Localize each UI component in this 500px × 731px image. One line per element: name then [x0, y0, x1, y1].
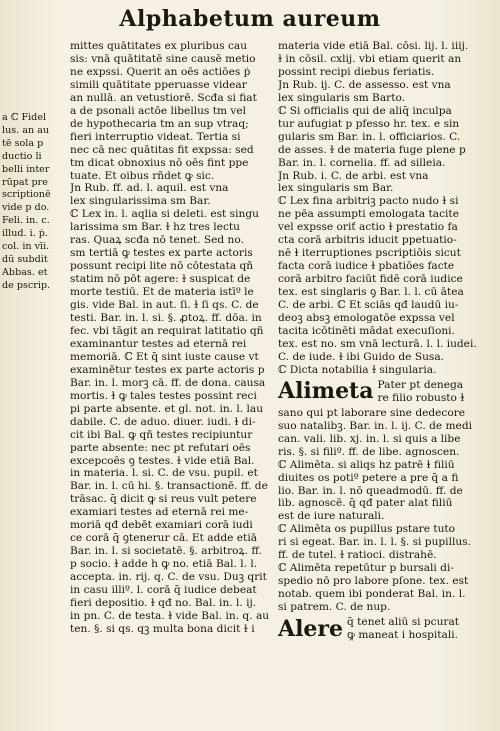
page-header-title: Alphabetum aureum — [119, 6, 381, 32]
text-line: fieri depositio. ɫ qđ no. Bal. in. l. ij. — [70, 596, 257, 609]
margin-note-line: illud. i. ṗ. — [2, 228, 48, 240]
text-line: materia vide etiā Bal. cōsi. lij. l. iiij. — [278, 40, 469, 52]
margin-note-line: col. in vīi. — [2, 241, 50, 253]
text-line: a de psonali actōe libellus tm vel — [70, 104, 247, 117]
margin-note-line: belli inter — [2, 163, 50, 175]
text-line: deoꝫ absꝫ emologatōe expssa vel — [278, 312, 455, 325]
text-line: diuites os potiº petere a pre q̄ a fi — [278, 471, 459, 484]
text-line: sano qui pt laborare sine dedecore — [278, 406, 466, 419]
text-line: gis. vide Bal. in aut. ſi. ɫ ſi qs. C. de — [70, 299, 259, 312]
text-line: ℂ Alimēta os pupillus pstare tuto — [278, 523, 456, 536]
text-line: cta corā arbitris iducit ppetuatio- — [278, 234, 457, 247]
margin-note-line: rūpat pre — [2, 176, 48, 188]
text-line: fec. vbi tāgit an requirat latitatio qñ — [70, 324, 264, 337]
text-line: tex. est singlaris ꝯ Bar. l. l. cū ātea — [278, 286, 464, 299]
text-line: ten. §. si qs. qꝫ multa bona dicit ɫ i — [70, 622, 255, 635]
text-line: examiari testes ad eternā rei me- — [70, 506, 249, 519]
text-line: C. de arbi. ℂ Et sciās qđ laudū iu- — [278, 299, 459, 312]
text-line: can. vali. lib. xj. in. l. si quis a libe — [278, 432, 461, 445]
text-line: Bar. in. l. cornelia. ff. ad silleia. — [278, 156, 446, 169]
right-column-section-a — [278, 40, 480, 377]
text-line: lex singularis sm Bar. — [278, 182, 394, 195]
margin-note-line: dū subdit — [2, 253, 48, 265]
text-line: tur aufugiat p pfesso hr. tex. e sin — [278, 117, 460, 130]
text-line: Jn Rub. ij. C. de assesso. est vna — [278, 78, 451, 91]
text-line: statim nō pōt agere: ɫ suspicat de — [70, 273, 251, 286]
lemma-alere — [278, 614, 480, 644]
margin-note-line: tē sola p — [2, 137, 44, 149]
text-line: tm dicat obnoxius nō oēs fint ppe — [70, 156, 249, 169]
text-line: sis: vnā quātitatē sine causē metio — [70, 52, 256, 65]
text-line: tex. est no. sm vnā lecturā. l. l. iudei. — [278, 337, 477, 350]
text-line: suo natalibꝫ. Bar. in. l. ij. C. de medi — [278, 419, 472, 432]
right-text-column — [278, 40, 480, 644]
text-line: an nullā. an vetustiorē. Scđa si fiat — [70, 91, 257, 104]
text-line: testi. Bar. in. l. si. §. ꝓtoꝝ. ff. dōa. in — [70, 312, 262, 325]
text-line: ℂ Alimēta. si aliqs hz patrē ɫ filiū — [278, 458, 455, 471]
lemma-tail-line: Pater pt denega — [377, 378, 464, 391]
text-line: ris. §. si filiº. ff. de libe. agnoscen. — [278, 445, 460, 458]
text-line: C. de iude. ɫ ibi Guido de Susa. — [278, 350, 445, 363]
text-line: ri si egeat. Bar. in. l. l. §. si pupillus. — [278, 536, 471, 549]
text-line: in casu illiº. l. corā q̄ iudice debeat — [70, 584, 257, 597]
text-line: gularis sm Bar. in. l. officiarios. C. — [278, 130, 461, 143]
marginal-note — [2, 112, 68, 293]
text-line: excepcoēs ꝯ testes. ɫ vide etiā Bal. — [70, 454, 255, 467]
text-line: Jn Rub. i. C. de arbi. est vna — [278, 169, 429, 182]
text-line: ℂ Si officialis qui de aliq̄ inculpa — [278, 104, 452, 117]
text-line: in materia. l. si. C. de vsu. pupil. et — [70, 467, 258, 480]
text-line: examinētur testes ex parte actoris p — [70, 363, 265, 376]
text-line: de hypothecaria tm an sup vtraq; — [70, 117, 249, 130]
margin-note-line: vide p do. — [2, 202, 50, 214]
text-line: memoriā. ℂ Et q̄ sint iuste cause vt — [70, 350, 259, 363]
text-line: fieri interruptio videat. Tertia si — [70, 130, 241, 143]
text-line: parte absente: nec pt refutari oēs — [70, 441, 251, 454]
text-line: morte testiū. Et de materia istīº le — [70, 286, 254, 299]
margin-note-line: lus. an au — [2, 124, 50, 136]
text-line: ras. Quaꝝ scđa nō tenet. Sed no. — [70, 234, 244, 247]
text-line: ℂ Lex in. l. aqlia si deleti. est singu — [70, 208, 259, 221]
text-line: trāsac. q̄ dicit ꝙ si reus vult petere — [70, 493, 257, 506]
text-line: ff. de tutel. ɫ ratioci. distrahē. — [278, 549, 437, 562]
text-line: simili quātitate pperuasse videar — [70, 78, 247, 91]
text-line: lex singularis sm Barto. — [278, 91, 406, 104]
text-line: ɫ in cōsil. cxlij. vbi etiam querit an — [278, 52, 462, 65]
text-line: ℂ Alimēta repetūtur p bursali di- — [278, 562, 454, 575]
text-line: vel expsse oriť actio ɫ prestatio fa — [278, 221, 458, 234]
text-line: pi parte absente. et gl. not. in. l. lau — [70, 402, 264, 415]
text-line: ℂ Dicta notabilia ɫ singularia. — [278, 363, 437, 376]
text-line: Bar. in. l. morꝫ cā. ff. de dona. causa — [70, 376, 266, 389]
right-column-section-b — [278, 407, 480, 614]
text-line: nec cā nec quātitas fit expssa: sed — [70, 143, 254, 156]
text-line: est de iure naturali. — [278, 510, 385, 523]
lemma-tail-line: q̄ tenet aliū si pcurat — [347, 616, 460, 629]
lemma-word-alimenta: Alimeta — [278, 378, 374, 405]
text-line: spedio nō pro labore pſone. tex. est — [278, 575, 469, 588]
text-line: ne pēa assumpti emologata tacite — [278, 208, 459, 221]
text-line: ℂ Lex fina arbitriꝫ pacto nudo ɫ si — [278, 195, 459, 208]
text-line: notab. quem ibi ponderat Bal. in. l. — [278, 588, 466, 601]
text-line: lib. agnoscē. q̄ qđ pater alat filiū — [278, 497, 453, 510]
lemma-word-alere: Alere — [278, 615, 344, 642]
lemma-tail-line: re filio robusto ɫ — [377, 391, 465, 404]
text-line: lex singularissima sm Bar. — [70, 195, 211, 208]
text-line: facta corā iudice ɫ pbatiōes facte — [278, 260, 455, 273]
text-line: in pn. C. de testa. ɫ vide Bal. in. q. au — [70, 609, 270, 622]
text-line: mittes quātitates ex pluribus cau — [70, 40, 248, 52]
text-line: ne expssi. Querit an oēs actiōes ṗ — [70, 65, 251, 78]
text-line: Jn Rub. ff. ad. l. aquil. est vna — [70, 182, 229, 195]
lemma-alimenta — [278, 377, 480, 407]
text-line: dabile. C. de aduo. diuer. iudi. ɫ di- — [70, 415, 256, 428]
text-line: de asses. ɫ de materia fuge plene p — [278, 143, 466, 156]
margin-note-line: ductio li — [2, 150, 42, 162]
text-line: cit ibi Bal. ꝙ qñ testes recipiuntur — [70, 428, 253, 441]
margin-note-line: de pscrip. — [2, 279, 51, 291]
left-text-column — [70, 40, 272, 636]
text-line: possint recipi diebus feriatis. — [278, 65, 435, 78]
text-line: p socio. ɫ adde h ꝙ no. etiā Bal. l. l. — [70, 558, 258, 571]
text-line: si patrem. C. de nup. — [278, 601, 391, 614]
text-line: possunt recipi lite nō cōtestata qñ — [70, 260, 254, 273]
text-line: larissima sm Bar. ɫ hz tres lectu — [70, 221, 240, 234]
text-line: sm tertiā ꝙ testes ex parte actoris — [70, 247, 253, 260]
lemma-alere-tail — [347, 616, 459, 642]
margin-note-line: Feli. in. c. — [2, 215, 50, 227]
text-line: examinantur testes ad eternā rei — [70, 337, 247, 350]
lemma-tail-line: ꝙ maneat i hospitali. — [347, 629, 459, 642]
text-line: corā arbitro faciūt fidē corā iudice — [278, 273, 463, 286]
margin-note-line: Abbas. et — [2, 266, 48, 278]
margin-note-line: scriptionē — [2, 189, 51, 201]
text-line: lio. Bar. in. l. nō queadmodū. ff. de — [278, 484, 463, 497]
text-line: ce corā q̄ ꝯtenerur cā. Et adde etiā — [70, 532, 258, 545]
text-line: tuate. Et oibus rñdet ꝙ sic. — [70, 169, 215, 182]
text-line: Bar. in. l. cū hi. §. transactionē. ff. de — [70, 480, 268, 493]
text-line: mortis. ɫ ꝙ tales testes possint reci — [70, 389, 257, 402]
text-line: tacita icōtinēti mādat execuſioni. — [278, 324, 455, 337]
text-line: accepta. in. rij. q. C. de vsu. Duꝫ qrit — [70, 571, 267, 584]
margin-note-line: a ℂ Fidel — [2, 112, 47, 123]
lemma-alimenta-tail — [377, 379, 464, 405]
text-line: Bar. in. l. si societatē. §. arbitroꝝ. ff. — [70, 545, 262, 558]
text-line: moriā qđ debēt examiari corā iudi — [70, 519, 253, 532]
text-line: nē ɫ iterruptiones pscriptiōis sicut — [278, 247, 461, 260]
